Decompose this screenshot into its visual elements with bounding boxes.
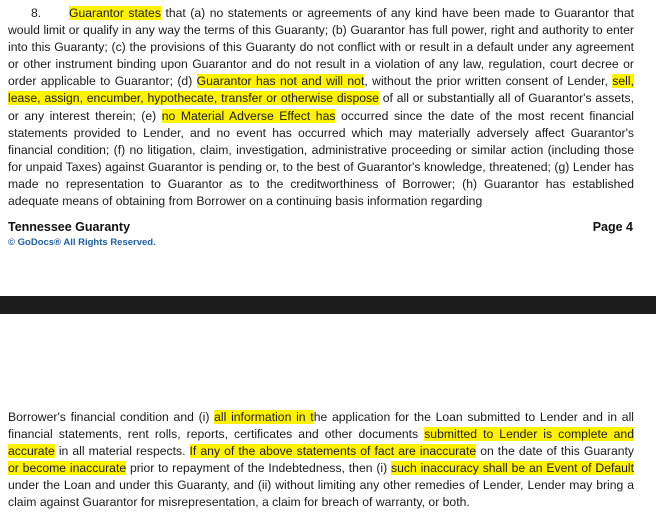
footer-document-title: Tennessee Guaranty (8, 220, 131, 234)
highlighted-text: such inaccuracy shall be an Event of Default (391, 461, 635, 476)
body-text: in all material respects. (54, 444, 190, 459)
body-text: on the date of this Guaranty (476, 444, 634, 459)
footer-copyright: © GoDocs® All Rights Reserved. (8, 237, 156, 248)
paragraph-number: 8. (31, 6, 42, 20)
highlighted-text: or become inaccurate (8, 461, 127, 476)
highlighted-text: If any of the above statements of fact are inaccurate (189, 444, 477, 459)
highlighted-text: Guarantor has not and will not (196, 74, 365, 89)
highlighted-text: sell, lease, assign, encumber, hypothecate, transfer or otherwise dispose (8, 74, 634, 106)
highlighted-text: all information in t (214, 410, 314, 424)
paragraph-8-continued (8, 409, 634, 512)
body-text: he application for the Loan submitted to Lender and in all financial statements, rent rolls, reports, certificates and other documents (8, 410, 635, 442)
body-text: , without the prior written consent of Lender, (364, 74, 613, 89)
footer-page-number: Page 4 (592, 220, 633, 234)
body-text: occurred since the date of the most recent financial statements provided to Lender, and no event has occurred which may materially adversely affect Guarantor's financial condition; (f) no litigation, claim, investigation, administrative proceeding or similar action (including those for unpaid Taxes) against Guarantor is pending or, to the best of Guarantor's knowledge, threatened; (g) Lender has made no representation to Guarantor as to the creditworthiness of Borrower; (h) Guarantor has established adequate means of obtaining from Borrower on a continuing basis information regarding (8, 108, 634, 209)
page-break-divider (0, 296, 656, 314)
paragraph-8-body (8, 6, 634, 208)
body-text: under the Loan and under this Guaranty, and (ii) without limiting any other remedies of Lender, Lender may bring a claim against Guarantor for misrepresentation, a claim for breach of warranty, or both. (8, 478, 634, 510)
body-text: of all or substantially all of Guarantor's assets, or any interest therein; (e) (8, 91, 634, 123)
highlighted-text: Guarantor states (69, 6, 161, 20)
highlighted-text: submitted to Lender is complete and accurate (8, 427, 634, 459)
highlighted-text: no Material Adverse Effect has (161, 108, 336, 123)
paragraph-8 (8, 5, 634, 210)
body-text: prior to repayment of the Indebtedness, then (i) (126, 461, 392, 476)
body-text: Borrower's financial condition and (i) (8, 410, 215, 424)
body-text: that (a) no statements or agreements of any kind have been made to Guarantor that would limit or qualify in any way the terms of this Guaranty; (b) Guarantor has full power, right and authority to enter into this Guaranty; (c) the provisions of this Guaranty do not conflict with or result in a default under any agreement or other instrument binding upon Guarantor and do not result in a violation of any law, regulation, court decree or order applicable to Guarantor; (d) (8, 6, 634, 89)
